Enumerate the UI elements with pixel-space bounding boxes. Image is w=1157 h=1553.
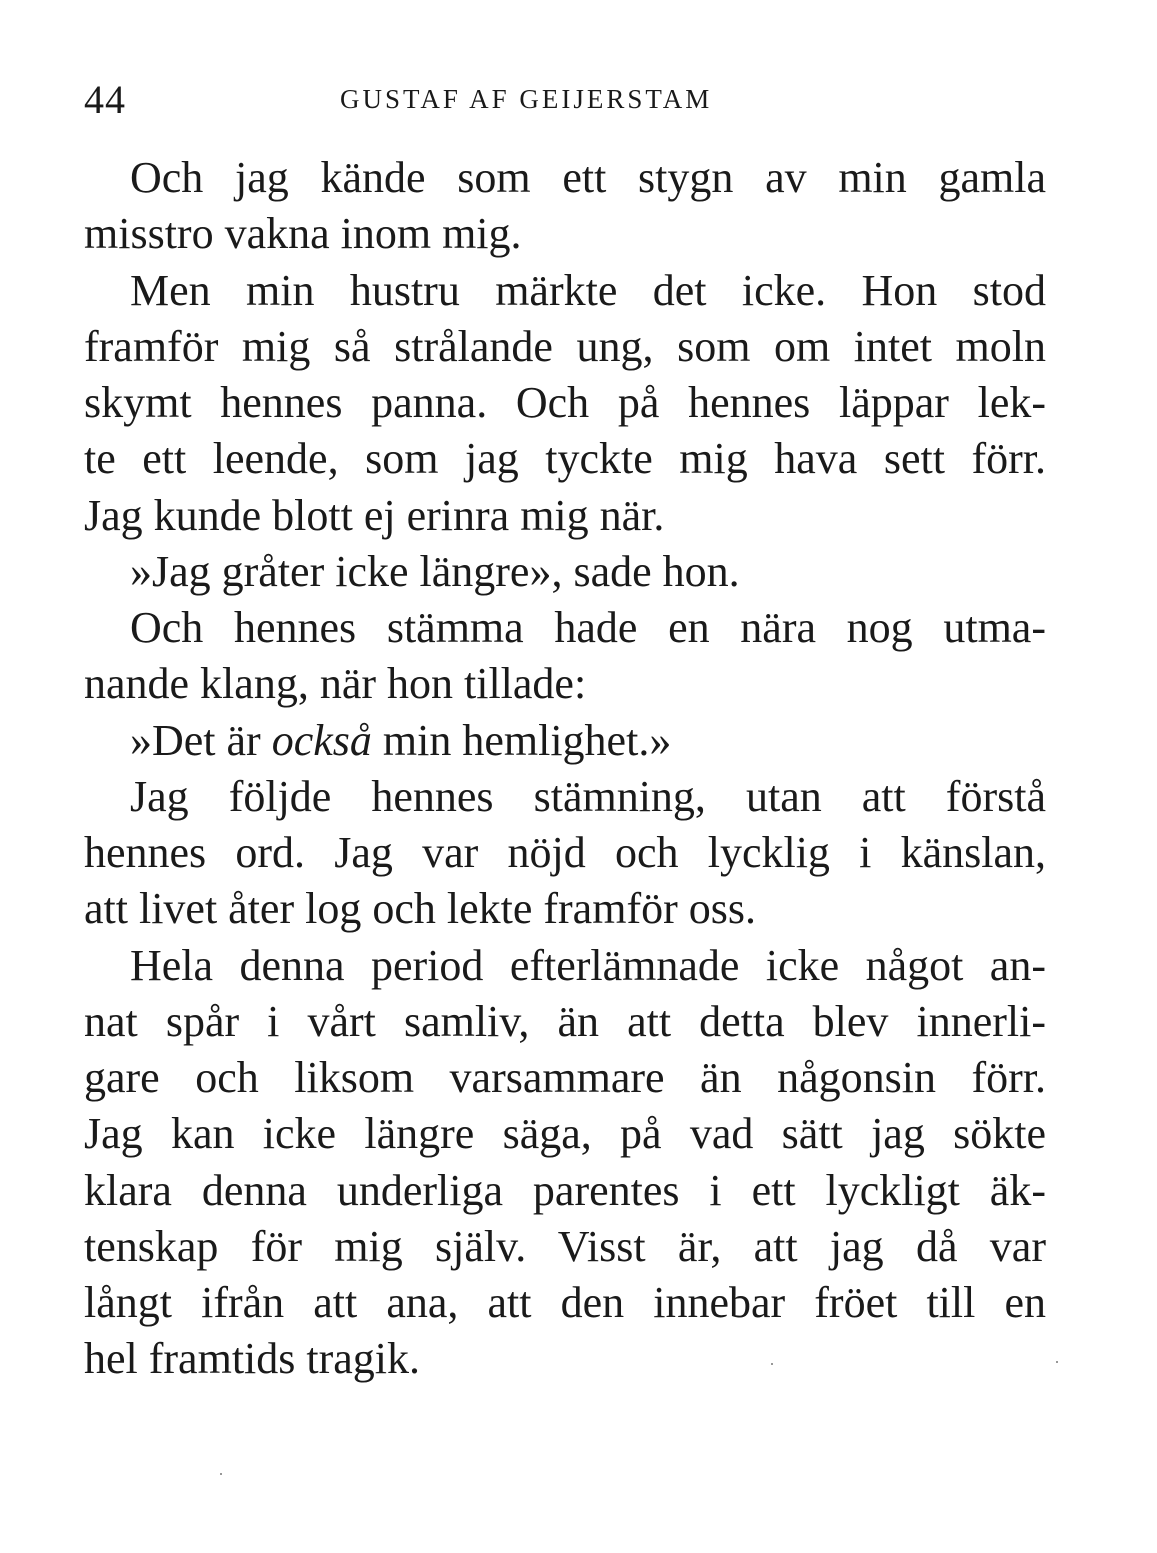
text-line: skymt hennes panna. Och på hennes läppar lek- bbox=[84, 378, 1046, 427]
text-line: Hela denna period efterlämnade icke något an- bbox=[130, 940, 1046, 990]
text-line: gare och liksom varsammare än någonsin förr. bbox=[84, 1053, 1046, 1102]
text-line: nande klang, när hon tillade: bbox=[84, 659, 587, 709]
text-line: Och jag kände som ett stygn av min gamla bbox=[130, 153, 1046, 202]
text-line: klara denna underliga parentes i ett lyckligt äk- bbox=[84, 1165, 1046, 1215]
running-head bbox=[84, 72, 1044, 122]
text-line: framför mig så strålande ung, som om intet moln bbox=[84, 321, 1046, 371]
running-title: GUSTAF AF GEIJERSTAM bbox=[340, 84, 713, 114]
text-line: nat spår i vårt samliv, än att detta blev innerli- bbox=[84, 996, 1046, 1046]
body-text bbox=[84, 150, 1046, 1388]
scan-speck bbox=[771, 1363, 773, 1365]
italic-word: också bbox=[271, 715, 372, 765]
text-line-with-italic bbox=[84, 713, 1046, 769]
text-segment: »Det är bbox=[130, 715, 272, 765]
scan-speck bbox=[1056, 1361, 1058, 1363]
page-number: 44 bbox=[84, 77, 126, 122]
text-line: hel framtids tragik. bbox=[84, 1334, 421, 1384]
text-line: Jag följde hennes stämning, utan att förstå bbox=[130, 771, 1046, 821]
text-line: »Jag gråter icke längre», sade hon. bbox=[130, 546, 740, 596]
text-line: långt ifrån att ana, att den innebar fröet till en bbox=[84, 1278, 1046, 1327]
text-segment: min hemlighet.» bbox=[371, 715, 672, 765]
text-line: tenskap för mig själv. Visst är, att jag då var bbox=[84, 1221, 1046, 1271]
text-line: Jag kunde blott ej erinra mig när. bbox=[84, 490, 665, 540]
scan-speck bbox=[220, 1473, 222, 1475]
text-line: misstro vakna inom mig. bbox=[84, 209, 522, 259]
text-line: te ett leende, som jag tyckte mig hava sett förr. bbox=[84, 434, 1046, 484]
text-line: Och hennes stämma hade en nära nog utma- bbox=[130, 603, 1046, 652]
text-line: Men min hustru märkte det icke. Hon stod bbox=[130, 265, 1046, 315]
text-line: att livet åter log och lekte framför oss. bbox=[84, 884, 756, 934]
text-line: Jag kan icke längre säga, på vad sätt jag sökte bbox=[84, 1109, 1046, 1159]
text-line: hennes ord. Jag var nöjd och lycklig i känslan, bbox=[84, 828, 1046, 877]
